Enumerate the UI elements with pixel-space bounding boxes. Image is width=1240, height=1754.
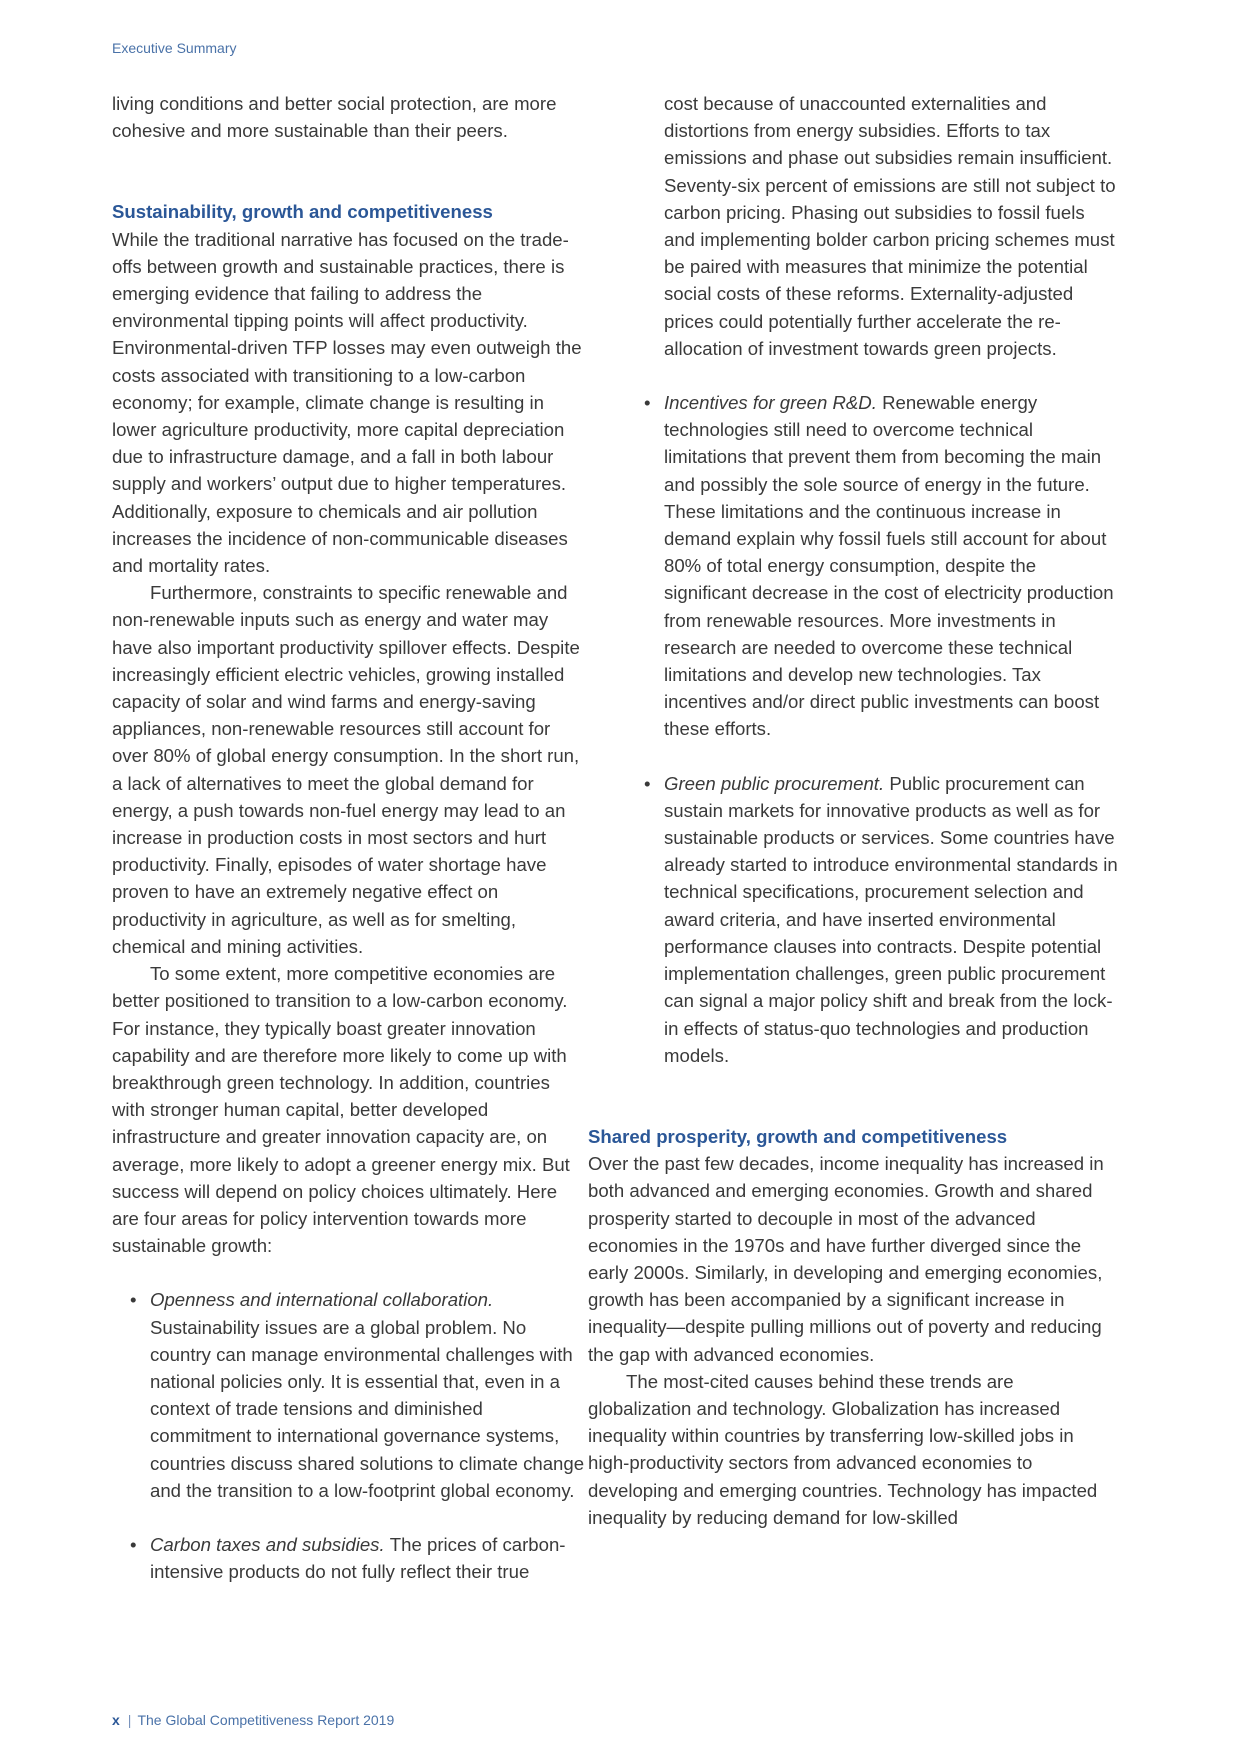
paragraph: The most-cited causes behind these trends are globalization and technology. Globalization has increased inequality within countries by transferring low-skilled jobs in high-productivity sectors from advanced economies to developing and emerging countries. Technology has impacted inequality by reducing demand for low-skilled [588, 1370, 1098, 1528]
bullet-item [626, 770, 1120, 1069]
bullet-item [626, 389, 1120, 743]
section-heading-shared-prosperity: Shared prosperity, growth and competitiveness [588, 1125, 1008, 1147]
bullet-title: Green public procurement. [664, 772, 890, 794]
right-column [588, 90, 1120, 1531]
section-heading-sustainability: Sustainability, growth and competitiveness [112, 201, 493, 223]
bullet-item [112, 1286, 588, 1504]
running-header: Executive Summary [112, 40, 237, 56]
report-title: The Global Competitiveness Report 2019 [137, 1712, 395, 1728]
bullet-text: The prices of carbon-intensive products do not fully reflect their true [150, 1533, 566, 1583]
bullet-text: Renewable energy technologies still need to overcome technical limitations that prevent them from becoming the main and possibly the sole source of energy in the future. These limitations and the continuous increase in demand explain why fossil fuels still account for about 80% of total energy consumption, despite the significant decrease in the cost of electricity production from renewable resources. More investments in research are needed to overcome these technical limitations and develop new technologies. Tax incentives and/or direct public investments can boost these efforts. [664, 392, 1114, 740]
bullet-item [112, 1531, 588, 1585]
bullet-title: Openness and international collaboration. [150, 1289, 494, 1311]
bullet-continuation: cost because of unaccounted externalities and distortions from energy subsidies. Efforts to tax emissions and phase out subsidies remain insufficient. Seventy-six percent of emissions are still not subject to carbon pricing. Phasing out subsidies to fossil fuels and implementing bolder carbon pricing schemes must be paired with measures that minimize the potential social costs of these reforms. Externality-adjusted prices could potentially further accelerate the re-allocation of investment towards green projects. [664, 93, 1116, 359]
paragraph: Over the past few decades, income inequality has increased in both advanced and emerging economies. Growth and shared prosperity started to decouple in most of the advanced economies in the 1970s and have further diverged since the early 2000s. Similarly, in developing and emerging economies, growth has been accompanied by a significant increase in inequality—despite pulling millions out of poverty and reducing the gap with advanced economies. [588, 1153, 1104, 1365]
footer-separator: | [127, 1712, 132, 1728]
bullet-icon: • [130, 1289, 137, 1311]
left-column [112, 90, 588, 1585]
bullet-icon: • [130, 1533, 137, 1555]
bullet-icon: • [644, 392, 651, 414]
intro-continuation: living conditions and better social protection, are more cohesive and more sustainable than their peers. [112, 93, 557, 142]
paragraph: To some extent, more competitive economies are better positioned to transition to a low-carbon economy. For instance, they typically boast greater innovation capability and are therefore more likely to come up with breakthrough green technology. In addition, countries with stronger human capital, better developed infrastructure and greater innovation capacity are, on average, more likely to adopt a greener energy mix. But success will depend on policy choices ultimately. Here are four areas for policy intervention towards more sustainable growth: [112, 963, 570, 1257]
shared-prosperity-section [588, 1123, 1120, 1531]
bullet-title: Carbon taxes and subsidies. [150, 1533, 390, 1555]
paragraph: While the traditional narrative has focused on the trade-offs between growth and sustainable practices, there is emerging evidence that failing to address the environmental tipping points will affect productivity. Environmental-driven TFP losses may even outweigh the costs associated with transitioning to a low-carbon economy; for example, climate change is resulting in lower agriculture productivity, more capital depreciation due to infrastructure damage, and a fall in both labour supply and workers’ output due to higher temperatures. Additionally, exposure to chemicals and air pollution increases the incidence of non-communicable diseases and mortality rates. [112, 228, 582, 577]
bullet-text: Public procurement can sustain markets for innovative products as well as for sustainable products or services. Some countries have already started to introduce environmental standards in technical specifications, procurement selection and award criteria, and have inserted environmental performance clauses into contracts. Despite potential implementation challenges, green public procurement can signal a major policy shift and break from the lock-in effects of status-quo technologies and production models. [664, 772, 1118, 1066]
bullet-icon: • [644, 772, 651, 794]
policy-bullet-list-continued [626, 389, 1120, 1069]
bullet-text: Sustainability issues are a global problem. No country can manage environmental challenges with national policies only. It is essential that, even in a context of trade tensions and diminished commitment to international governance systems, countries discuss shared solutions to climate change and the transition to a low-footprint global economy. [150, 1316, 585, 1501]
page-footer [112, 1712, 394, 1728]
policy-bullet-list [112, 1286, 588, 1585]
paragraph: Furthermore, constraints to specific renewable and non-renewable inputs such as energy and water may have also important productivity spillover effects. Despite increasingly efficient electric vehicles, growing installed capacity of solar and wind farms and energy-saving appliances, non-renewable resources still account for over 80% of global energy consumption. In the short run, a lack of alternatives to meet the global demand for energy, a push towards non-fuel energy may lead to an increase in production costs in most sectors and hurt productivity. Finally, episodes of water shortage have proven to have an extremely negative effect on productivity in agriculture, as well as for smelting, chemical and mining activities. [112, 582, 580, 957]
bullet-title: Incentives for green R&D. [664, 392, 883, 414]
page-number: x [112, 1712, 120, 1728]
